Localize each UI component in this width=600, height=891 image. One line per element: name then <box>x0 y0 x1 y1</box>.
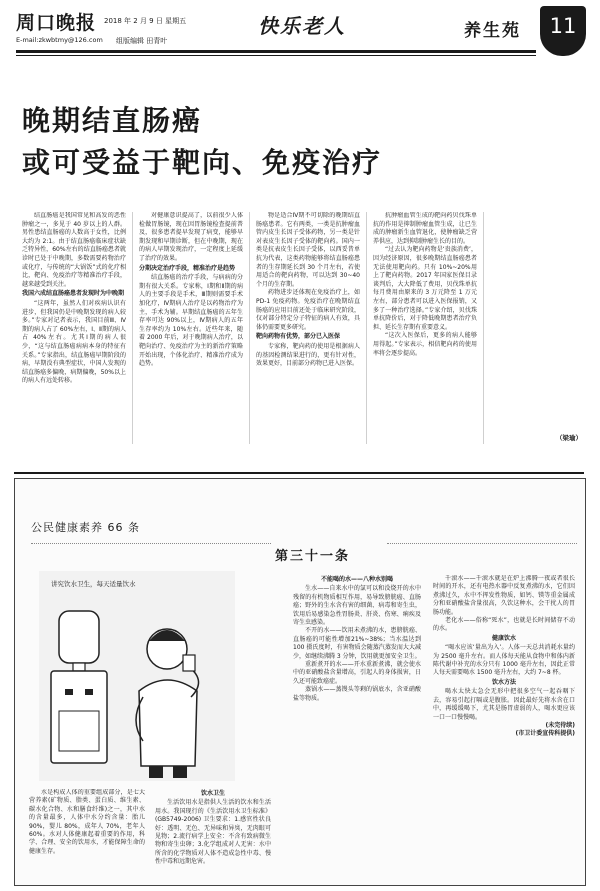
box-title: 公民健康素养 66 条 <box>31 521 140 534</box>
article-column-1 <box>22 212 126 444</box>
subheading: 健康饮水 <box>491 634 516 642</box>
newspaper-logo: 周口晚报 <box>16 12 97 34</box>
article-headline <box>22 100 582 184</box>
paragraph: “这两年，虽然人们对疾病认识有进步，但我国仍是中晚期发现的病人较多。”专家对记者表示，我国目前Ⅲ、Ⅳ期的病人占了 60%左右，Ⅰ、Ⅱ期的病人占 40%左右。尤其Ⅰ期的病人很少，“这与结直肠癌病病本身的特征有关系。”专家指出，结直肠癌早期阶段的病，早期没有典型症状，中国人发现的结直肠癌多偏晚，病期偏晚，50%以上的病人有远处转移。 <box>22 299 126 385</box>
masthead <box>8 6 592 64</box>
paragraph: 专家称，靶向药的使用是根据病人的基因检测结果进行的，更有针对性，效果更好，目前部分药物已进入医保。 <box>256 342 360 368</box>
paragraph: “喝水应该‘量出为入’。人体一天总共消耗水量约为 2500 毫升左右。而人体每天能从食物中和体内新陈代谢中补充的水分只有 1000 毫升左右，因此正常人每天需要喝水 1500 毫升左右，大约 7~8 杯。 <box>433 644 575 677</box>
column-name: 养生苑 <box>464 21 521 41</box>
paragraph: 水是构成人体的重要组成部分，是七大营养素(矿物质、脂类、蛋白质、维生素、碳水化合物、水和膳食纤维)之一，其中水的含量最多，人体中水分约含量：胎儿 90%，婴儿 80%，成年人 70%，老年人 60%。水对人体健康起着重要的作用，科学、合理、安全的饮用水，才能保障生命的健康生存。 <box>29 789 145 855</box>
box-column-2 <box>155 789 271 881</box>
subheading: 我国六成结直肠癌患者发现时为中晚期 <box>22 290 125 298</box>
subheading: 靶向药物有优势，部分已入医保 <box>256 333 341 341</box>
illustration-caption: 讲究饮水卫生，每天适量饮水 <box>51 580 136 588</box>
water-cooler-illustration <box>39 571 235 781</box>
box-column-4 <box>433 575 575 881</box>
column-separator <box>132 212 133 444</box>
paragraph: “这次入医保后，更多的病人能够用得起。”专家表示，相信靶向药的使用率将会逐步提高。 <box>373 332 477 357</box>
paragraph: 老化水——俗称“死水”，也就是长时间储存不动的水。 <box>433 617 575 633</box>
subheading: 饮水方法 <box>491 678 516 686</box>
paragraph: 生水——自来水中的氯可以和没烧开的水中残留的有机物质相互作用，易导致膀胱癌、直肠癌；野外的生水含有害的细菌、病毒和寄生虫，饮用后易感染急性胃肠炎、肝炎、伤寒、痢疾及寄生虫感染。 <box>293 585 421 627</box>
box-column-3 <box>293 575 421 881</box>
subheading: 分期决定治疗手段，精准治疗是趋势 <box>139 264 236 272</box>
paragraph: 结直肠癌的治疗手段，与病病的分期有很大关系。专家称，Ⅰ期和Ⅱ期的病人的主要手段是手术，Ⅲ期则需要手术加化疗，Ⅳ期病人治疗是以药物治疗为主，手术为辅。早期结直肠癌的五年生存率可达 90%以上，Ⅳ期病人的五年生存率约为 10%左右。近些年来，随着 2000 年后，对于晚期病人治疗，以靶向治疗、免疫治疗为主的新治疗策略开始出现，个体化治疗、精准治疗成为趋势。 <box>139 274 243 368</box>
article-column-2 <box>139 212 243 444</box>
paragraph: 不开的水——饮用未煮沸的水，患膀胱癌、直肠癌的可能性增加21%~38%；当水温达到 100 摄氏度时，有害物质会随蒸汽蒸发而大大减少，如继续沸腾 3 分钟，饮用就更加安全卫生。 <box>293 627 421 660</box>
dotted-rule <box>387 543 577 544</box>
headline-line-1: 晚期结直肠癌 <box>22 104 203 137</box>
article-column-5 <box>490 212 584 432</box>
paragraph: 千滚水——千滚水就是在炉上沸腾一夜或者很长时间的开水，还有电热水器中反复煮沸的水，它们因煮沸过久，水中不挥发性物质，如钙、镁等重金属成分和亚硝酸盐含量很高，久饮这种水，会干扰人的胃肠功能。 <box>433 575 575 616</box>
paragraph: 蒸锅水——蒸馒头等剩的锅底水，含亚硝酸盐等物质。 <box>293 686 421 702</box>
headline-line-2: 或可受益于靶向、免疫治疗 <box>22 146 383 179</box>
paragraph: 喝水太快太急会无形中把很多空气一起吞咽下去，容易引起打嗝或是腹胀。因此最好先将水含在口中，再缓缓喝下，尤其是肠胃虚弱的人，喝水更应该一口一口慢慢喝。 <box>433 688 575 721</box>
article-column-3 <box>256 212 360 444</box>
subheading: 饮水卫生 <box>200 790 225 797</box>
health-literacy-box <box>14 478 586 886</box>
paragraph: “过去认为靶向药物是‘贵族消费’，因为经济原因，很多晚期结直肠癌患者无法使用靶向药。只有 10%~20%用上了靶向药物。2017 年国家医保目录谈判后，大大降低了费用，贝伐珠单抗每月费用由原来的 3 万元降至 1 万元左右，部分患者可以进入医保报销，又多了一种治疗选择。”专家介绍，贝伐珠单抗降价后，对于降低晚期患者治疗负担、延长生存期有重要意义。 <box>373 246 477 331</box>
article-column-4 <box>373 212 477 444</box>
paragraph: 生活饮用水是指供人生活的饮水和生活用水。我国现行的《生活饮用水卫生标准》(GB5749-2006) 卫生要求：1.感官性状良好：透明、无色、无异味和异臭，无肉眼可见物；2.流行病学上安全：不含有致病微生物和寄生虫卵；3.化学组成对人无害：水中所含的化学物质对人体不造成急性中毒、慢性中毒和远期危害。 <box>155 799 271 866</box>
paragraph: 抗肿瘤血管生成的靶向药贝伐珠单抗的作用是抑制肿瘤血管生成，让已生成的肿瘤新生血管退化，使肿瘤缺乏营养供应，达到抑制肿瘤生长的目的。 <box>373 212 477 245</box>
subheading: 不能喝的水——八种水别喝 <box>320 576 393 583</box>
section-divider <box>14 472 584 474</box>
paragraph: 结直肠癌是我国常见和高发的恶性肿瘤之一，多见于 40 岁以上的人群。男性患结直肠癌的人数高于女性，比例大约为 2:1。由于结直肠癌临床症状缺乏特异性，60%左右的结直肠癌患者就诊时已处于中晚期，多数需要药物治疗或化疗，与传统的“大锅饭”式的化疗相比，靶向、免疫治疗等精准治疗手段，越来越受到关注。 <box>22 212 126 288</box>
paragraph: 对健康意识提高了，以前很少人体检做胃肠镜，现在因胃肠镜检查提前普及，很多患者提早发现了病变，能够早期发现和早期诊断，但在中晚期，现在的病人早期发现治疗，一定程度上延缓了治疗的效果。 <box>139 212 243 262</box>
paragraph: 重新煮开的水——开水重新煮沸，就会使水中的亚硝酸盐含量增高，引起人的身体损害，日久还可能致癌症。 <box>293 661 421 685</box>
source-credit: (市卫计委宣传科提供) <box>515 730 575 738</box>
issue-date: 2018 年 2 月 9 日 星期五 <box>104 17 187 25</box>
article-body <box>22 212 584 444</box>
continued-note: (未完待续) <box>545 721 575 729</box>
masthead-rule <box>16 50 536 53</box>
box-heading: 第三十一条 <box>275 549 351 564</box>
contact-email: E-mail:zkwbtmy@126.com <box>16 36 103 44</box>
column-separator <box>249 212 250 444</box>
column-separator <box>366 212 367 444</box>
masthead-rule-thin <box>16 55 536 56</box>
layout-editor: 组版编辑 田青叶 <box>116 37 168 45</box>
page-number: 11 <box>549 14 577 38</box>
page-number-badge <box>540 6 586 56</box>
paragraph: 药物进步还体现在免疫治疗上，如 PD-1 免疫药物。免疫治疗在晚期结直肠癌的应用目前还处于临床研究阶段，仅对部分特定分子特征的病人有效，具体仍需要更多研究。 <box>256 289 360 331</box>
box-column-1 <box>29 789 145 881</box>
column-separator <box>483 212 484 444</box>
dotted-rule <box>31 543 271 544</box>
page-section-title: 快乐老人 <box>258 14 346 38</box>
article-byline: （梁瑜） <box>556 434 582 442</box>
paragraph: 物是适合Ⅳ期不可切除的晚期结直肠癌患者。它有两类，一类是抗肿瘤血管内皮生长因子受体药物，另一类是针对表皮生长因子受体的靶向药。国内一类是抗表皮生长因子受体，以西妥昔单抗为代表，这类药物能够将结直肠癌患者的生存期延长到 30 个月左右，若使用适合的靶向药物，可以达到 30~40 个月的生存期。 <box>256 212 360 288</box>
